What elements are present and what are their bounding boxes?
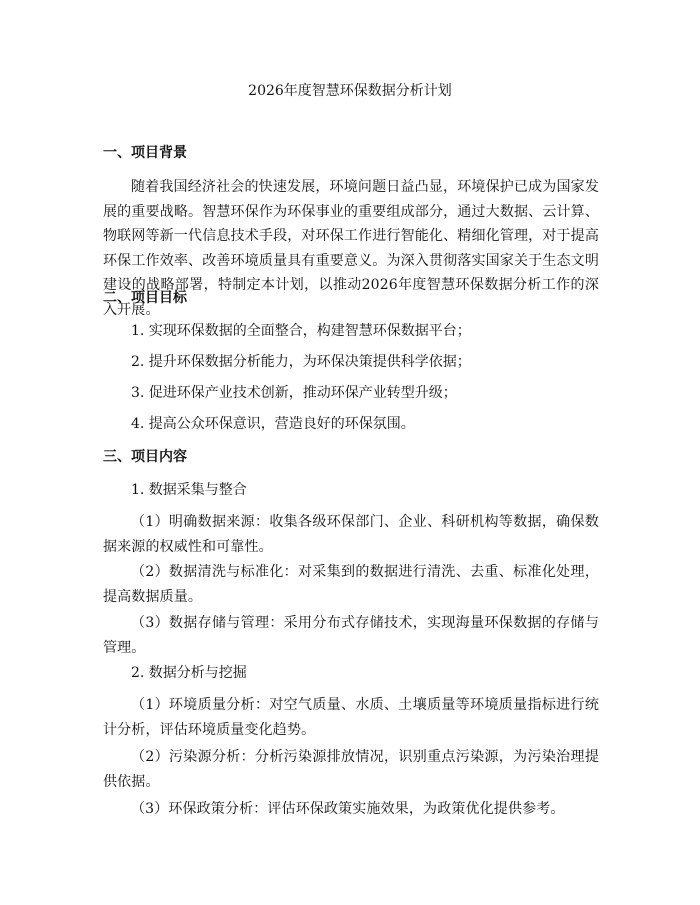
section-heading-content: 三、项目内容	[103, 449, 187, 465]
background-paragraph: 随着我国经济社会的快速发展，环境问题日益凸显，环境保护已成为国家发展的重要战略。智慧环保作为环保事业的重要组成部分，通过大数据、云计算、物联网等新一代信息技术手段，对环保工作进行智能化、精细化管理，对于提高环保工作效率、改善环境质量具有重要意义。为深入贯彻落实国家关于生态文明建设的战略部署，特制定本计划，以推动2026年度智慧环保数据分析工作的深入开展。	[103, 179, 599, 318]
content-paragraph: （3）环保政策分析：评估环保政策实施效果，为政策优化提供参考。	[131, 801, 565, 817]
content-paragraph: （1）明确数据来源：收集各级环保部门、企业、科研机构等数据，确保数据来源的权威性和可靠性。	[103, 514, 599, 555]
content-paragraph: （2）污染源分析：分析污染源排放情况，识别重点污染源，为污染治理提供依据。	[103, 749, 599, 790]
goal-item: 3. 促进环保产业技术创新，推动环保产业转型升级；	[131, 385, 457, 401]
subsection-title-data-analysis: 2. 数据分析与挖掘	[131, 665, 247, 681]
content-paragraph: （3）数据存储与管理：采用分布式存储技术，实现海量环保数据的存储与管理。	[103, 615, 599, 656]
goal-item: 2. 提升环保数据分析能力，为环保决策提供科学依据；	[131, 354, 471, 370]
section-heading-goals: 二、项目目标	[103, 290, 187, 306]
document-title: 2026年度智慧环保数据分析计划	[248, 83, 452, 99]
content-paragraph: （2）数据清洗与标准化：对采集到的数据进行清洗、去重、标准化处理，提高数据质量。	[103, 564, 599, 605]
goal-item: 4. 提高公众环保意识，营造良好的环保氛围。	[131, 416, 415, 432]
section-heading-background: 一、项目背景	[103, 145, 187, 161]
content-paragraph: （1）环境质量分析：对空气质量、水质、土壤质量等环境质量指标进行统计分析，评估环境质量变化趋势。	[103, 697, 599, 738]
goal-item: 1. 实现环保数据的全面整合，构建智慧环保数据平台；	[131, 323, 471, 339]
subsection-title-data-collection: 1. 数据采集与整合	[131, 482, 247, 498]
